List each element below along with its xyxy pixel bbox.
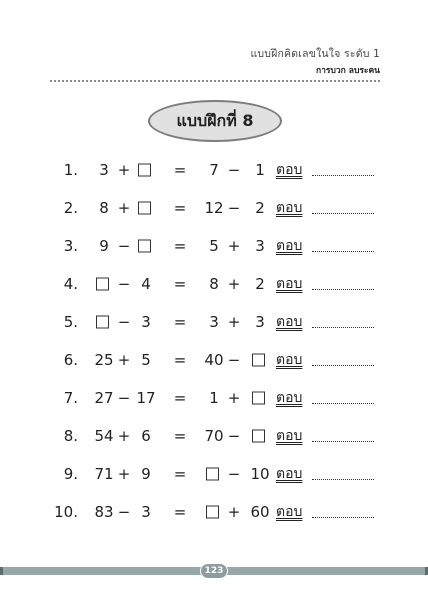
equation-operator: = [173, 351, 187, 369]
answer-label: ตอบ [276, 238, 303, 254]
exercise-title-badge [148, 100, 282, 142]
header-subtitle: การบวก ลบระคน [316, 66, 380, 76]
problem-number: 6. [63, 351, 78, 369]
equation-number: 40 [204, 351, 224, 369]
equation-number: 1 [209, 389, 219, 407]
equation-number: 10 [250, 465, 270, 483]
problem-row [0, 234, 428, 258]
answer-blank-box[interactable] [206, 468, 219, 481]
equation-operator: = [173, 503, 187, 521]
answer-line[interactable] [312, 403, 374, 404]
equation-number: 70 [204, 427, 224, 445]
header-divider [50, 80, 380, 82]
answer-line[interactable] [312, 289, 374, 290]
problem-number: 2. [63, 199, 78, 217]
answer-blank-box[interactable] [138, 164, 151, 177]
equation-operator: = [173, 161, 187, 179]
equation-number: 12 [204, 199, 224, 217]
equation-operator: − [117, 313, 131, 331]
answer-blank-box[interactable] [96, 316, 109, 329]
answer-blank-box[interactable] [252, 430, 265, 443]
problem-row [0, 348, 428, 372]
equation-operator: + [117, 465, 131, 483]
problem-number: 4. [63, 275, 78, 293]
equation-operator: − [227, 427, 241, 445]
equation-operator: = [173, 313, 187, 331]
answer-line[interactable] [312, 327, 374, 328]
answer-line[interactable] [312, 517, 374, 518]
equation-number: 2 [255, 199, 265, 217]
equation-number: 83 [94, 503, 114, 521]
answer-line[interactable] [312, 175, 374, 176]
equation-number: 60 [250, 503, 270, 521]
equation-number: 3 [255, 237, 265, 255]
problem-row [0, 196, 428, 220]
problem-row [0, 424, 428, 448]
equation-operator: + [227, 503, 241, 521]
equation-number: 9 [141, 465, 151, 483]
answer-label: ตอบ [276, 276, 303, 292]
problem-number: 9. [63, 465, 78, 483]
footer-edge-left [0, 567, 3, 575]
answer-blank-box[interactable] [252, 354, 265, 367]
equation-number: 4 [141, 275, 151, 293]
answer-blank-box[interactable] [96, 278, 109, 291]
equation-operator: + [227, 275, 241, 293]
answer-label: ตอบ [276, 466, 303, 482]
equation-number: 7 [209, 161, 219, 179]
equation-operator: = [173, 465, 187, 483]
equation-operator: − [117, 503, 131, 521]
equation-number: 5 [141, 351, 151, 369]
problem-row [0, 500, 428, 524]
answer-blank-box[interactable] [138, 202, 151, 215]
equation-operator: − [227, 161, 241, 179]
equation-number: 17 [136, 389, 156, 407]
equation-number: 25 [94, 351, 114, 369]
answer-label: ตอบ [276, 428, 303, 444]
answer-label: ตอบ [276, 352, 303, 368]
answer-line[interactable] [312, 251, 374, 252]
answer-label: ตอบ [276, 200, 303, 216]
problem-number: 10. [54, 503, 78, 521]
answer-line[interactable] [312, 441, 374, 442]
problem-number: 5. [63, 313, 78, 331]
problem-row [0, 158, 428, 182]
answer-blank-box[interactable] [252, 392, 265, 405]
equation-operator: − [117, 389, 131, 407]
problem-row [0, 386, 428, 410]
equation-operator: − [117, 275, 131, 293]
answer-label: ตอบ [276, 390, 303, 406]
equation-number: 1 [255, 161, 265, 179]
page-number-badge [200, 563, 228, 579]
equation-operator: + [227, 313, 241, 331]
equation-number: 71 [94, 465, 114, 483]
answer-label: ตอบ [276, 162, 303, 178]
equation-number: 3 [209, 313, 219, 331]
equation-operator: + [117, 199, 131, 217]
equation-operator: = [173, 275, 187, 293]
equation-number: 3 [141, 503, 151, 521]
answer-label: ตอบ [276, 314, 303, 330]
equation-operator: − [117, 237, 131, 255]
equation-operator: = [173, 389, 187, 407]
equation-operator: + [227, 389, 241, 407]
equation-number: 6 [141, 427, 151, 445]
equation-operator: + [227, 237, 241, 255]
answer-blank-box[interactable] [206, 506, 219, 519]
answer-line[interactable] [312, 365, 374, 366]
answer-label: ตอบ [276, 504, 303, 520]
equation-number: 3 [99, 161, 109, 179]
problem-row [0, 462, 428, 486]
equation-number: 8 [99, 199, 109, 217]
header-title: แบบฝึกคิดเลขในใจ ระดับ 1 [250, 48, 380, 60]
exercise-title: แบบฝึกที่ 8 [176, 110, 254, 130]
equation-number: 27 [94, 389, 114, 407]
equation-number: 3 [141, 313, 151, 331]
equation-operator: = [173, 427, 187, 445]
equation-number: 8 [209, 275, 219, 293]
problem-number: 3. [63, 237, 78, 255]
equation-number: 3 [255, 313, 265, 331]
equation-operator: + [117, 427, 131, 445]
page-number: 123 [204, 566, 224, 576]
problem-number: 7. [63, 389, 78, 407]
answer-line[interactable] [312, 213, 374, 214]
equation-number: 54 [94, 427, 114, 445]
equation-operator: = [173, 199, 187, 217]
equation-operator: − [227, 465, 241, 483]
equation-operator: − [227, 351, 241, 369]
equation-number: 2 [255, 275, 265, 293]
answer-line[interactable] [312, 479, 374, 480]
problem-row [0, 272, 428, 296]
equation-operator: + [117, 351, 131, 369]
equation-operator: + [117, 161, 131, 179]
problem-number: 1. [63, 161, 78, 179]
equation-operator: − [227, 199, 241, 217]
equation-number: 9 [99, 237, 109, 255]
equation-number: 5 [209, 237, 219, 255]
problem-row [0, 310, 428, 334]
equation-operator: = [173, 237, 187, 255]
problem-number: 8. [63, 427, 78, 445]
answer-blank-box[interactable] [138, 240, 151, 253]
